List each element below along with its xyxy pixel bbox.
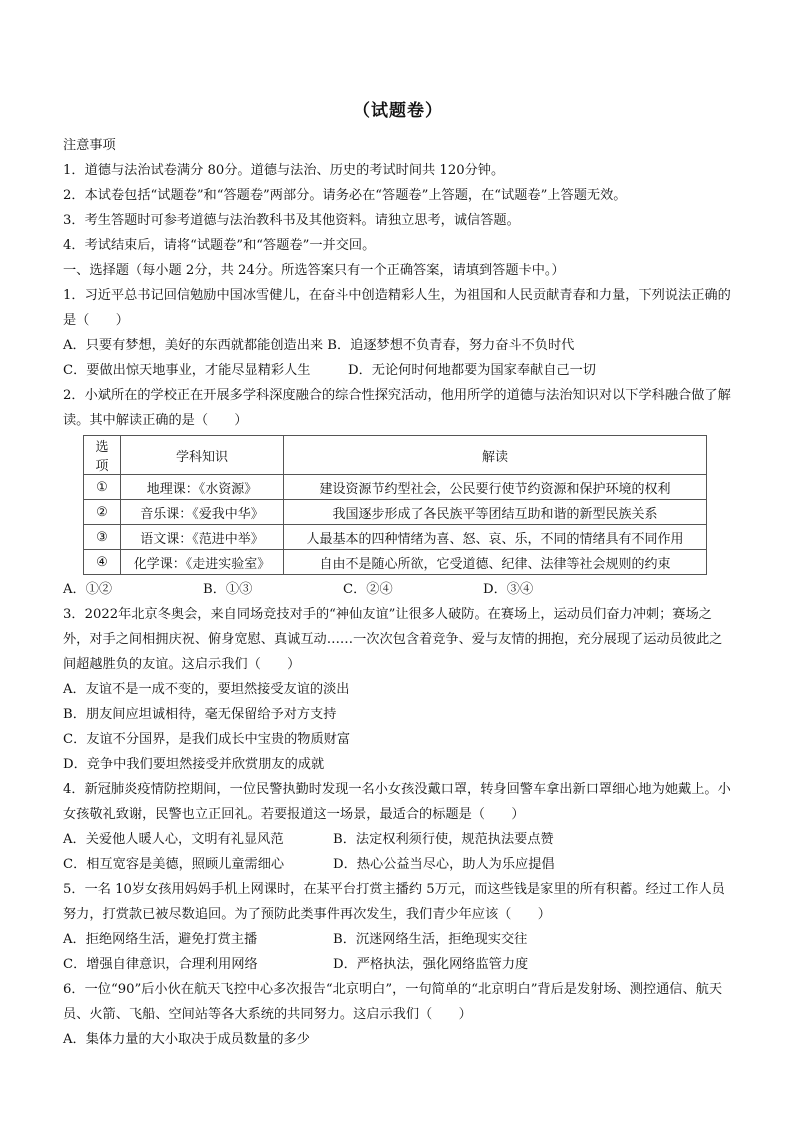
option-c: C．相互宽容是美德，照顾儿童需细心 — [63, 857, 285, 872]
option-d: D．无论何时何地都要为国家奉献自己一切 — [348, 363, 596, 378]
table-row — [84, 475, 707, 500]
table-cell: 音乐课：《爱我中华》 — [121, 500, 284, 525]
option-d: D．③④ — [483, 582, 534, 597]
notice-heading: 注意事项 — [63, 138, 116, 153]
option-a: A．①② — [63, 582, 113, 597]
question-4-stem: 4．新冠肺炎疫情防控期间，一位民警执勤时发现一名小女孩没戴口罩，转身回警车拿出新口罩细心地为她戴上。小女孩敬礼致谢，民警也立正回礼。若要报道这一场景，最适合的标题是（ ） — [63, 782, 731, 822]
option-b: B．朋友间应坦诚相待，毫无保留给予对方支持 — [63, 707, 337, 722]
question-5-stem: 5．一名 10岁女孩用妈妈手机上网课时，在某平台打赏主播约 5万元，而这些钱是家里的所有积蓄。经过工作人员努力，打赏款已被尽数追回。为了预防此类事件再次发生，我们青少年应该（ ） — [63, 882, 725, 922]
table-cell: ③ — [84, 525, 121, 550]
question-5-options-ab — [63, 927, 733, 952]
table-cell: 化学课：《走进实验室》 — [121, 550, 284, 575]
question-2-table — [83, 435, 707, 575]
option-c: C．②④ — [343, 582, 393, 597]
option-b: B．法定权利须行使，规范执法要点赞 — [333, 832, 554, 847]
table-cell: 我国逐步形成了各民族平等团结互助和谐的新型民族关系 — [284, 500, 707, 525]
exam-page — [63, 96, 733, 1052]
option-c: C．要做出惊天地事业，才能尽显精彩人生 — [63, 363, 311, 378]
question-2-stem: 2．小斌所在的学校正在开展多学科深度融合的综合性探究活动，他用所学的道德与法治知识对以下学科融合做了解读。其中解读正确的是（ ） — [63, 388, 731, 428]
question-4-options-ab — [63, 827, 733, 852]
notice-item: 3．考生答题时可参考道德与法治教科书及其他资料。请独立思考，诚信答题。 — [63, 213, 520, 228]
option-a: A．拒绝网络生活，避免打赏主播 — [63, 932, 258, 947]
section-heading: 一、选择题（每小题 2分，共 24分。所选答案只有一个正确答案，请填到答题卡中。） — [63, 263, 565, 278]
question-4-options-cd — [63, 852, 733, 877]
option-a: A．友谊不是一成不变的，要坦然接受友谊的淡出 — [63, 682, 350, 697]
page-title: （试题卷） — [353, 101, 443, 121]
table-cell: 自由不是随心所欲，它受道德、纪律、法律等社会规则的约束 — [284, 550, 707, 575]
table-header: 学科知识 — [121, 436, 284, 475]
option-b: B．①③ — [203, 582, 253, 597]
table-header-row — [84, 436, 707, 475]
table-cell: ① — [84, 475, 121, 500]
notice-item: 1．道德与法治试卷满分 80分。道德与法治、历史的考试时间共 120分钟。 — [63, 163, 505, 178]
option-a: A．集体力量的大小取决于成员数量的多少 — [63, 1032, 310, 1047]
question-2-options — [63, 577, 733, 602]
question-5-options-cd — [63, 952, 733, 977]
table-cell: ④ — [84, 550, 121, 575]
table-header: 选项 — [84, 436, 121, 475]
table-cell: ② — [84, 500, 121, 525]
question-1-options-ab: A．只要有梦想，美好的东西就都能创造出来 B．追逐梦想不负青春，努力奋斗不负时代 — [63, 338, 575, 353]
notice-item: 4．考试结束后，请将“试题卷”和“答题卷”一并交回。 — [63, 238, 376, 253]
question-1-stem: 1．习近平总书记回信勉励中国冰雪健儿，在奋斗中创造精彩人生，为祖国和人民贡献青春和力量，下列说法正确的是（ ） — [63, 288, 731, 328]
table-row — [84, 550, 707, 575]
table-cell: 地理课：《水资源》 — [121, 475, 284, 500]
option-b: B．沉迷网络生活，拒绝现实交往 — [333, 932, 528, 947]
option-a: A．关爱他人暖人心，文明有礼显风范 — [63, 832, 284, 847]
table-row — [84, 500, 707, 525]
table-header: 解读 — [284, 436, 707, 475]
table-cell: 建设资源节约型社会，公民要行使节约资源和保护环境的权利 — [284, 475, 707, 500]
notice-item: 2．本试卷包括“试题卷”和“答题卷”两部分。请务必在“答题卷”上答题，在“试题卷”上答题无效。 — [63, 188, 627, 203]
table-row — [84, 525, 707, 550]
question-3-stem: 3．2022年北京冬奥会，来自同场竞技对手的“神仙友谊”让很多人破防。在赛场上，运动员们奋力冲刺；赛场之外，对手之间相拥庆祝、俯身宽慰、真诚互动……一次次包含着竞争、爱与友情的拥抱，充分展现了运动员彼此之间超越胜负的友谊。这启示我们（ ） — [63, 607, 723, 672]
table-cell: 语文课：《范进中举》 — [121, 525, 284, 550]
option-c: C．友谊不分国界，是我们成长中宝贵的物质财富 — [63, 732, 351, 747]
option-d: D．热心公益当尽心，助人为乐应提倡 — [333, 857, 555, 872]
option-d: D．竞争中我们要坦然接受并欣赏朋友的成就 — [63, 757, 325, 772]
option-d: D．严格执法，强化网络监管力度 — [333, 957, 529, 972]
option-c: C．增强自律意识，合理利用网络 — [63, 957, 258, 972]
table-cell: 人最基本的四种情绪为喜、怒、哀、乐，不同的情绪具有不同作用 — [284, 525, 707, 550]
question-1-options-cd — [63, 358, 733, 383]
question-6-stem: 6．一位“90”后小伙在航天飞控中心多次报告“北京明白”，一句简单的“北京明白”背后是发射场、测控通信、航天员、火箭、飞船、空间站等各大系统的共同努力。这启示我们（ ） — [63, 982, 723, 1022]
